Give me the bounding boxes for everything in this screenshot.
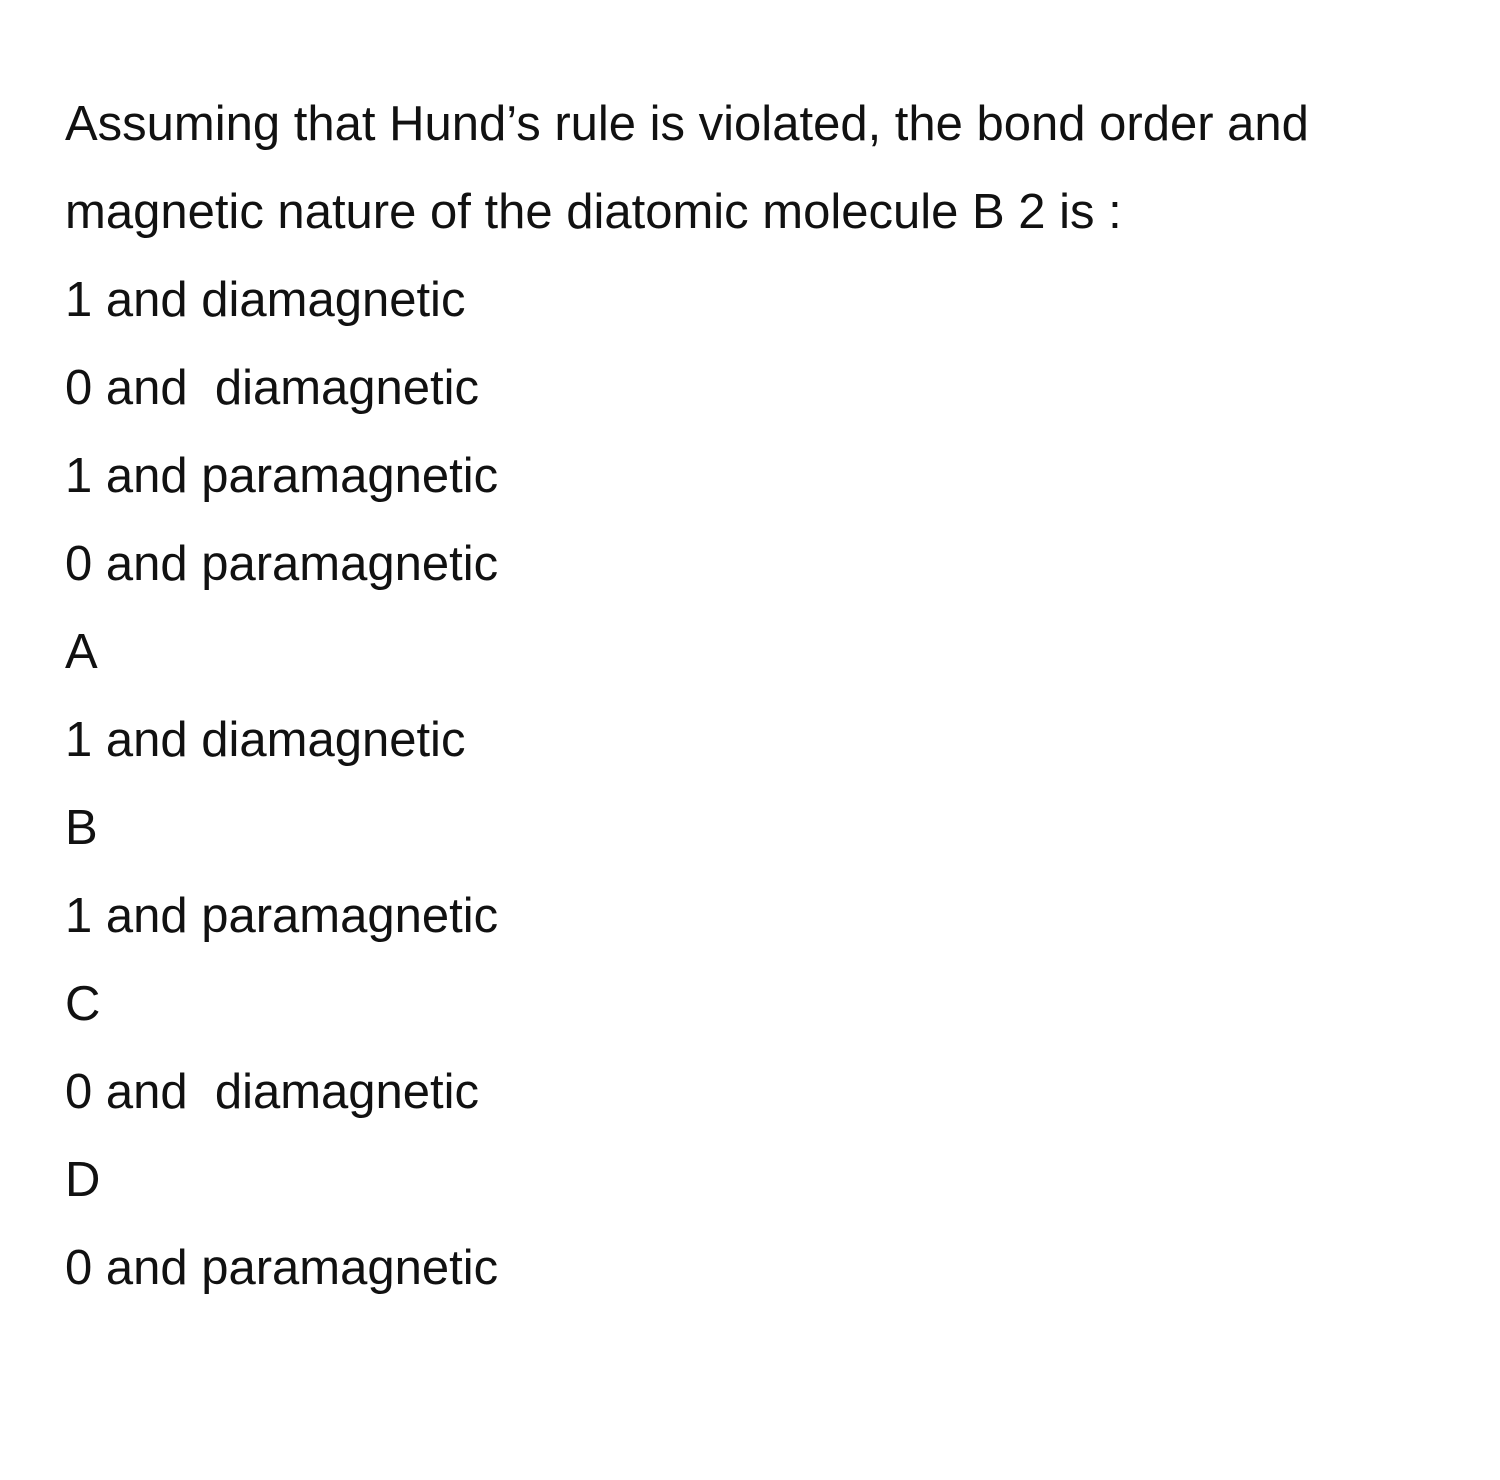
choice-b-letter[interactable]: B bbox=[65, 801, 98, 855]
options-list bbox=[65, 256, 1445, 608]
choice-c-text[interactable]: 0 and diamagnetic bbox=[65, 1065, 480, 1119]
option-3[interactable]: 1 and paramagnetic bbox=[65, 449, 499, 503]
choice-d-text[interactable]: 0 and paramagnetic bbox=[65, 1241, 499, 1295]
choice-a-text[interactable]: 1 and diamagnetic bbox=[65, 713, 466, 767]
question-text: Assuming that Hund’s rule is violated, the bond order and magnetic nature of the diatomic molecule B 2 is : bbox=[65, 97, 1323, 239]
choice-d-letter[interactable]: D bbox=[65, 1153, 101, 1207]
option-1[interactable]: 1 and diamagnetic bbox=[65, 273, 466, 327]
choice-a-letter[interactable]: A bbox=[65, 625, 98, 679]
option-4[interactable]: 0 and paramagnetic bbox=[65, 537, 499, 591]
choice-c-letter[interactable]: C bbox=[65, 977, 101, 1031]
answer-choices bbox=[65, 608, 1445, 1312]
question-card bbox=[65, 80, 1445, 1312]
option-2[interactable]: 0 and diamagnetic bbox=[65, 361, 480, 415]
choice-b-text[interactable]: 1 and paramagnetic bbox=[65, 889, 499, 943]
